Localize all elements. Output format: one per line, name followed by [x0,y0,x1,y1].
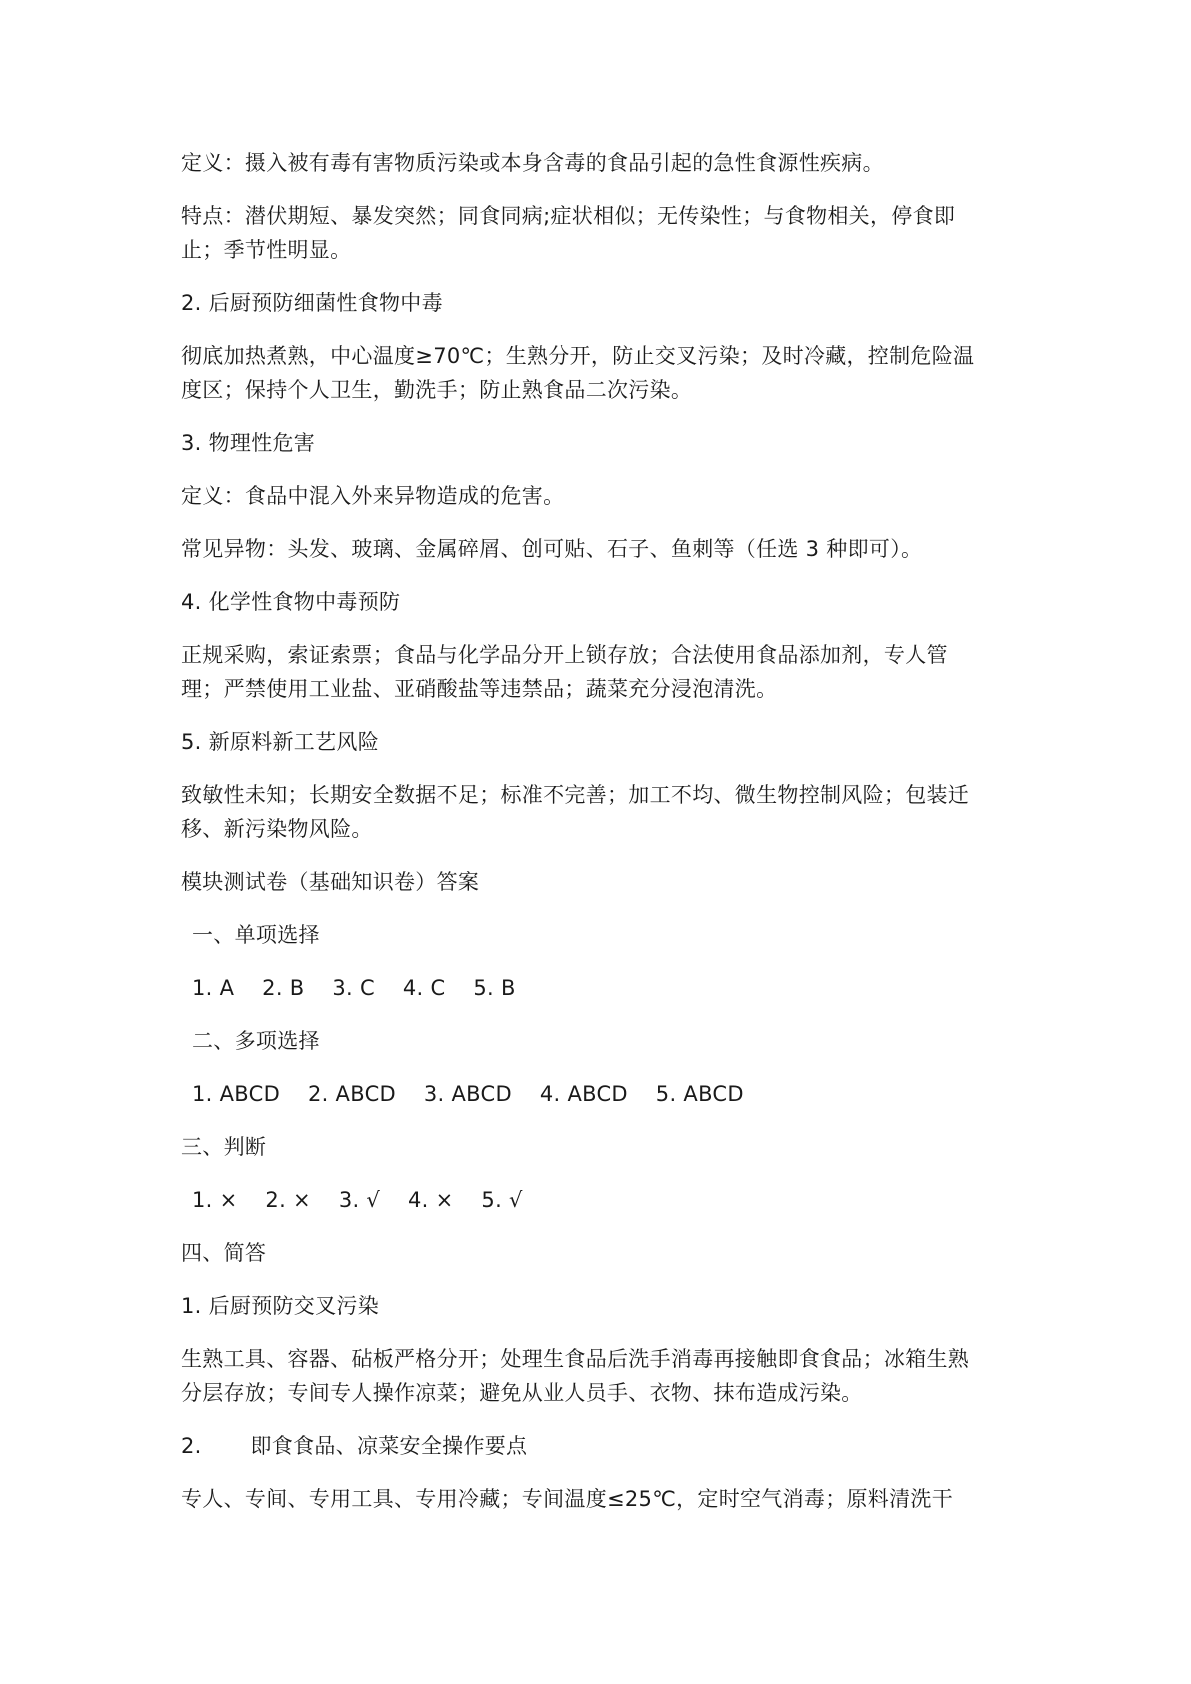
bacterial-prevention-line-1: 彻底加热煮熟，中心温度≥70℃；生熟分开，防止交叉污染；及时冷藏，控制危险温 [181,344,975,368]
section-short-answer: 四、简答 [181,1241,267,1265]
single-choice-answers: 1. A 2. B 3. C 4. C 5. B [192,976,516,1000]
section-multiple-choice: 二、多项选择 [192,1029,320,1053]
chemical-prevention-line-2: 理；严禁使用工业盐、亚硝酸盐等违禁品；蔬菜充分浸泡清洗。 [181,677,778,701]
document-page [181,0,1011,1684]
cross-contamination-line-1: 生熟工具、容器、砧板严格分开；处理生食品后洗手消毒再接触即食食品；冰箱生熟 [181,1347,970,1371]
true-false-answers: 1. × 2. × 3. √ 4. × 5. √ [192,1188,523,1212]
heading-ready-to-eat-safety: 2. 即食食品、凉菜安全操作要点 [181,1434,528,1458]
answer-key-title: 模块测试卷（基础知识卷）答案 [181,870,480,894]
new-material-risk-line-2: 移、新污染物风险。 [181,817,373,841]
physical-hazard-definition: 定义：食品中混入外来异物造成的危害。 [181,484,565,508]
heading-bacterial-prevention: 2. 后厨预防细菌性食物中毒 [181,291,443,315]
features-line-1: 特点：潜伏期短、暴发突然；同食同病;症状相似；无传染性；与食物相关，停食即 [181,204,956,228]
heading-cross-contamination: 1. 后厨预防交叉污染 [181,1294,380,1318]
section-true-false: 三、判断 [181,1135,267,1159]
heading-physical-hazard: 3. 物理性危害 [181,431,316,455]
common-foreign-objects: 常见异物：头发、玻璃、金属碎屑、创可贴、石子、鱼刺等（任选 3 种即可）。 [181,537,923,561]
heading-chemical-prevention: 4. 化学性食物中毒预防 [181,590,401,614]
features-line-2: 止；季节性明显。 [181,238,352,262]
new-material-risk-line-1: 致敏性未知；长期安全数据不足；标准不完善；加工不均、微生物控制风险；包装迁 [181,783,970,807]
definition-food-poisoning: 定义：摄入被有毒有害物质污染或本身含毒的食品引起的急性食源性疾病。 [181,151,884,175]
chemical-prevention-line-1: 正规采购，索证索票；食品与化学品分开上锁存放；合法使用食品添加剂，专人管 [181,643,948,667]
heading-new-material-risk: 5. 新原料新工艺风险 [181,730,380,754]
bacterial-prevention-line-2: 度区；保持个人卫生，勤洗手；防止熟食品二次污染。 [181,378,693,402]
section-single-choice: 一、单项选择 [192,923,320,947]
multiple-choice-answers: 1. ABCD 2. ABCD 3. ABCD 4. ABCD 5. ABCD [192,1082,744,1106]
ready-to-eat-safety-line-1: 专人、专间、专用工具、专用冷藏；专间温度≤25℃，定时空气消毒；原料清洗干 [181,1487,953,1511]
cross-contamination-line-2: 分层存放；专间专人操作凉菜；避免从业人员手、衣物、抹布造成污染。 [181,1381,863,1405]
